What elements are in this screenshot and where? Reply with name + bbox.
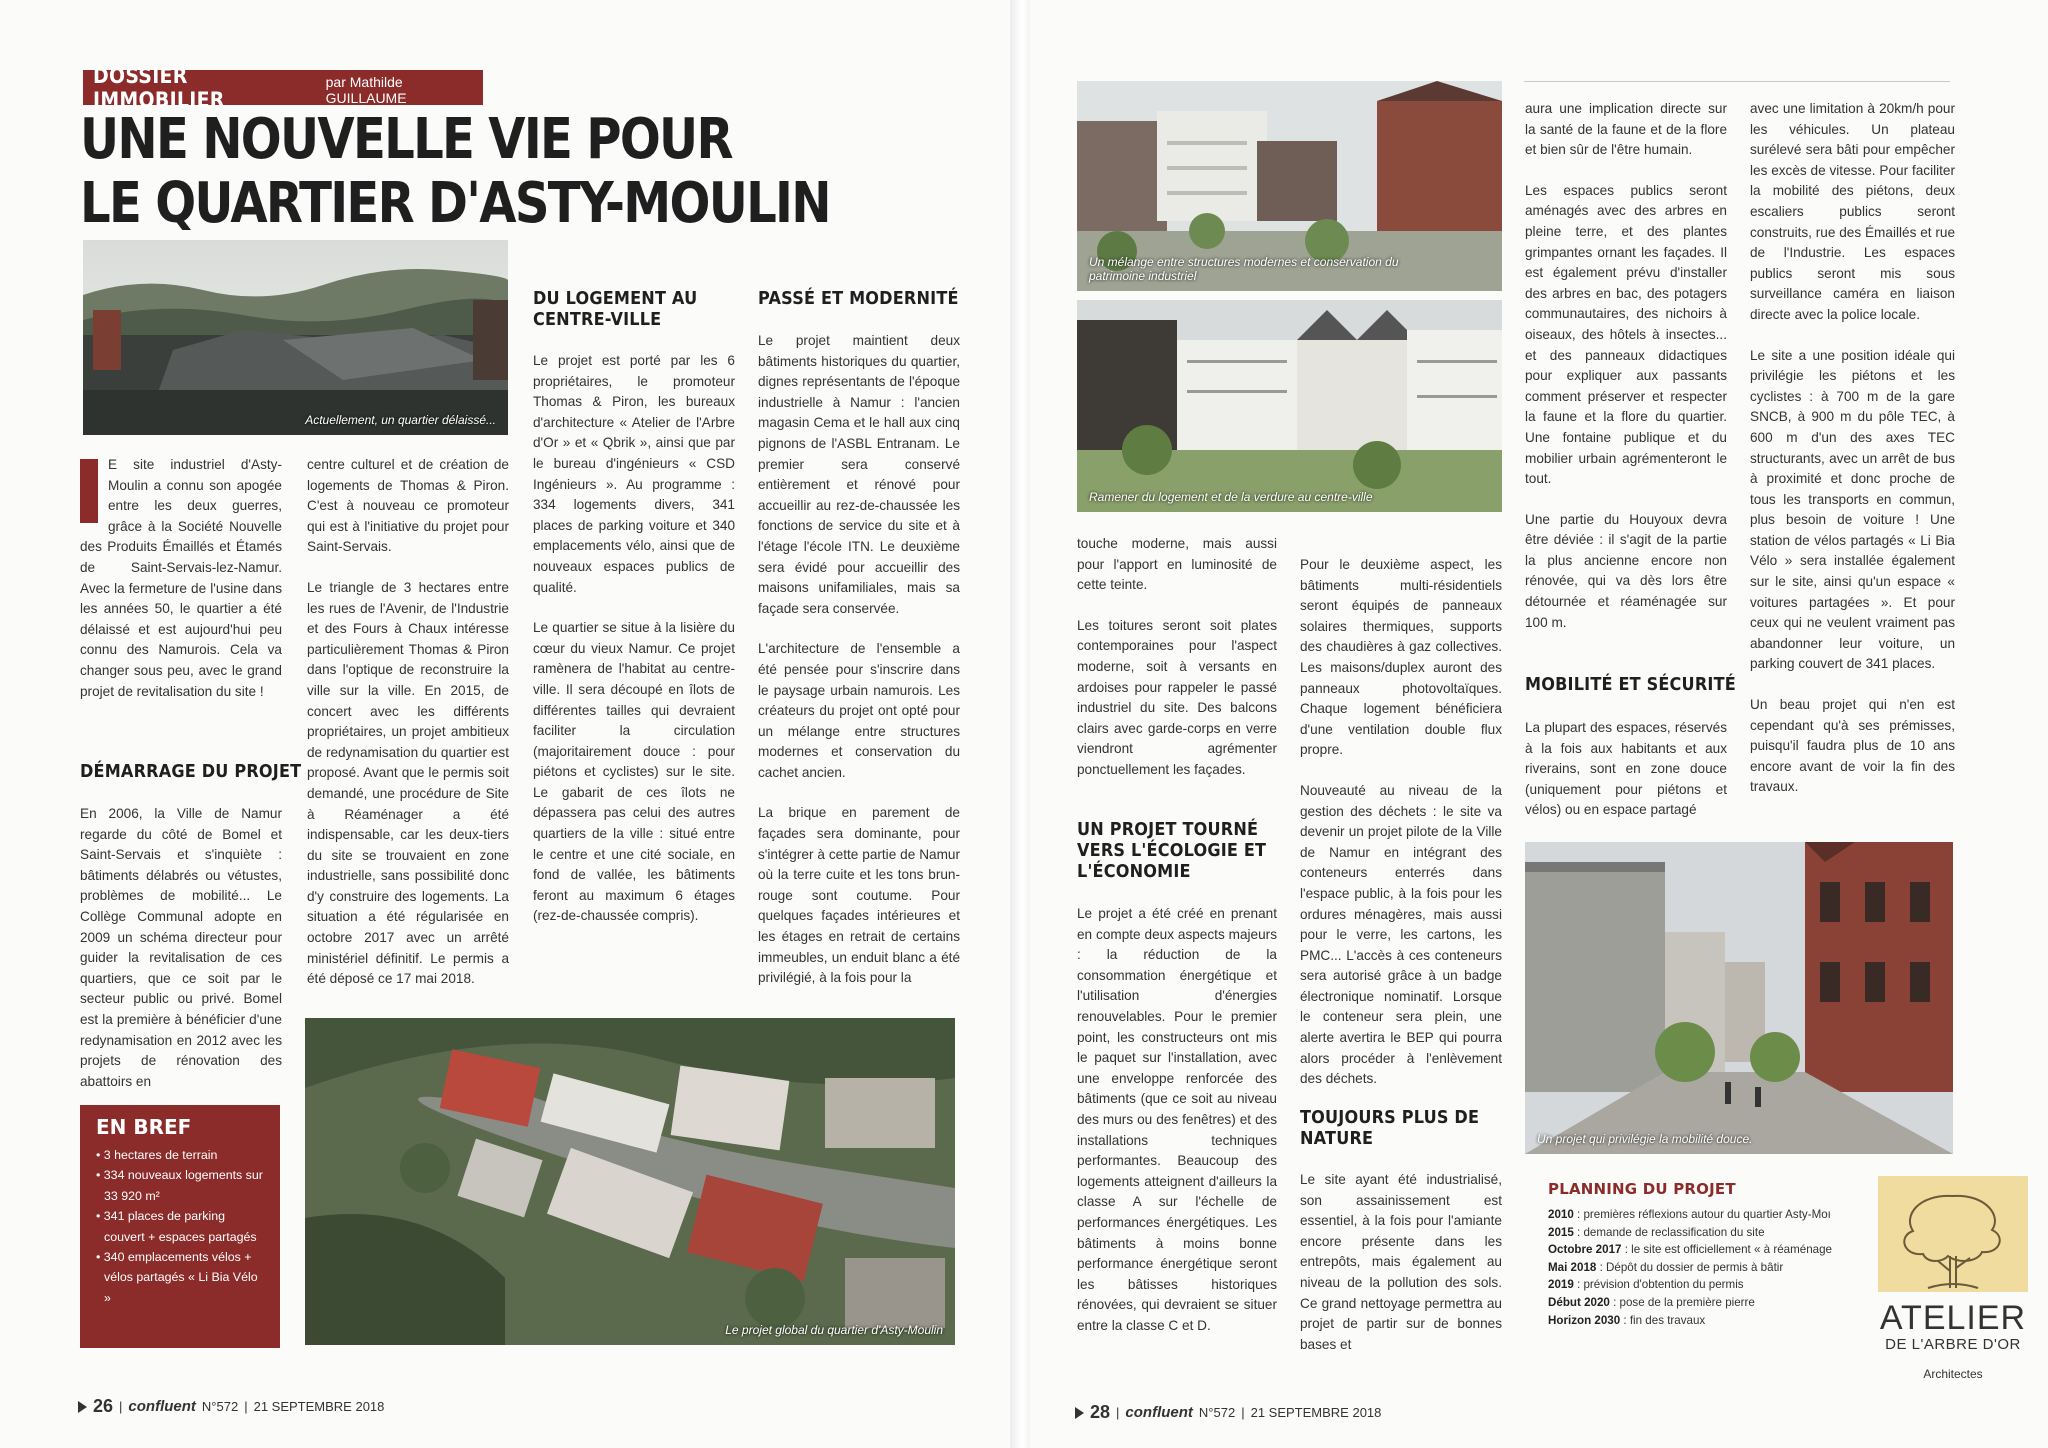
green-courtyard-image [1077, 300, 1502, 512]
atelier-line-2: DE L'ARBRE D'OR [1885, 1336, 2021, 1353]
paragraph: aura une implication directe sur la santé de la faune et de la flore et bien sûr de l'être humain. [1525, 101, 1727, 158]
heading-line: TOUJOURS PLUS DE [1300, 1108, 1480, 1128]
photo-green-courtyard [1077, 300, 1502, 512]
planning-row [1548, 1294, 1873, 1312]
en-bref-box [80, 1105, 280, 1348]
en-bref-list [96, 1145, 264, 1308]
headline-line-2: LE QUARTIER D'ASTY-MOULIN [80, 171, 830, 236]
issue-number: N°572 [201, 1399, 239, 1414]
paragraph: Les espaces publics seront aménagés avec des arbres en pleine terre, et des plantes grimpantes ornant les façades. Il est également prévu d'installer des arbres en bac, des potagers communautaires, des nichoirs à oiseaux, des hôtels à insectes... et des panneaux didactiques pour expliquer aux passants comment préserver et respecter la faune et la flore du quartier. Une fontaine publique et du mobilier urbain agrémenteront le tout. [1525, 182, 1727, 487]
planning-year: 2019 [1548, 1278, 1574, 1292]
folio-separator: | [119, 1399, 123, 1414]
photo-caption: Un mélange entre structures modernes et conservation du patrimoine industriel [1089, 255, 1399, 283]
paragraph: Nouveauté au niveau de la gestion des déchets : le site va devenir un projet pilote de la Ville de Namur en intégrant des conteneurs enterrés dans l'espace public, à la fois pour les ordures ménagères, mais aussi pour le verre, les cartons, les PMC... L'accès à ces conteneurs sera autorisé grâce à un badge électronique nominatif. Lorsque le conteneur sera plein, une alerte avertira le BEP qui pourra alors procéder à l'enlèvement des déchets. [1300, 782, 1502, 1087]
paragraph: avec une limitation à 20km/h pour les véhicules. Un plateau surélevé sera bâti pour empêcher les excès de vitesse. Pour faciliter la mobilité des piétons, deux escaliers publics seront construits, rue des Émaillés et rue de l'Industrie. Les espaces publics seront mis sous surveillance caméra en liaison directe avec la police locale. [1750, 101, 1955, 322]
planning-row [1548, 1206, 1873, 1224]
photo-aerial-project [305, 1018, 955, 1345]
heading-mobilite: MOBILITÉ ET SÉCURITÉ [1525, 675, 1736, 695]
triangle-icon [78, 1401, 87, 1413]
planning-row [1548, 1224, 1873, 1242]
intro-paragraph: E site industriel d'Asty-Moulin a connu son apogée entre les deux guerres, grâce à la Société Nouvelle des Produits Émaillés et Étamés de Saint-Servais-lez-Namur. Avec la fermeture de l'usine dans les années 50, le quartier a été délaissé et est aujourd'hui peu connu des Namurois. Cela va changer sous peu, avec le grand projet de revitalisation du site ! [80, 457, 282, 699]
planning-text: : pose de la première pierre [1609, 1295, 1755, 1309]
paragraph: L'architecture de l'ensemble a été pensée pour s'inscrire dans le paysage urbain namurois. Les créateurs du projet ont opté pour un mélange entre structures modernes et conservation du cachet ancien. [758, 641, 960, 780]
heading-line: DU LOGEMENT AU [533, 289, 698, 309]
article-column-3 [533, 351, 735, 947]
folio-separator: | [1241, 1405, 1245, 1420]
planning-row [1548, 1312, 1873, 1330]
planning-text: : premières réflexions autour du quartier Asty-Moı [1573, 1208, 1831, 1221]
heading-demarrage: DÉMARRAGE DU PROJET [80, 762, 302, 782]
planning-box [1548, 1180, 1873, 1329]
planning-text: : le site est officiellement « à réaménage [1621, 1243, 1832, 1257]
paragraph: Les toitures seront soit plates contemporaines pour l'aspect moderne, soit à versants en ardoises pour rappeler le passé industriel du site. Des balcons clairs avec garde-corps en verre viendront agrémenter ponctuellement les façades. [1077, 617, 1277, 777]
heading-line: L'ÉCONOMIE [1077, 862, 1191, 882]
page-gutter [1010, 0, 1030, 1448]
right-column-1 [1077, 534, 1277, 801]
drop-cap [80, 459, 98, 523]
tree-icon [1878, 1176, 2028, 1292]
photo-caption: Un projet qui privilégie la mobilité douce. [1537, 1132, 1753, 1146]
heading-passe: PASSÉ ET MODERNITÉ [758, 289, 959, 309]
paragraph: Le projet est porté par les 6 propriétaires, le promoteur Thomas & Piron, les bureaux d'architecture « Atelier de l'Arbre d'Or » et « Qbrik », ainsi que par le bureau d'ingénieurs « CSD Ingénieurs ». Au programme : 334 logements divers, 341 places de parking voiture et 340 emplacements vélo, ainsi que de nouveaux espaces publics de qualité. [533, 353, 735, 595]
left-folio [78, 1396, 384, 1417]
paragraph: centre culturel et de création de logements de Thomas & Piron. C'est à nouveau ce promoteur qui est à l'initiative du projet pour Saint-Servais. [307, 457, 509, 555]
street-image [1525, 842, 1953, 1154]
list-item: • 340 emplacements vélos + vélos partagés « Li Bia Vélo » [96, 1247, 264, 1308]
aerial-image [305, 1018, 955, 1345]
paragraph: Une partie du Houyoux devra être déviée : il s'agit de la partie la plus ancienne encore non rénovée, qui va dès lors être détournée et réaménagée sur 100 m. [1525, 511, 1727, 630]
photo-courtyard [1077, 81, 1502, 291]
planning-text: : fin des travaux [1620, 1313, 1706, 1327]
right-folio [1075, 1402, 1381, 1423]
paragraph: Le projet maintient deux bâtiments historiques du quartier, dignes représentants de l'époque industrielle à Namur : l'ancien magasin Cema et le hall aux cinq pignons de l'ASBL Entranam. Le premier sera conservé entièrement et rénové pour accueillir au rez-de-chaussée les fonctions de service du site et à l'étage l'école ITN. Le deuxième sera évidé pour accueillir des maisons unifamiliales, mais sa façade sera conservée. [758, 333, 960, 616]
atelier-line-1: ATELIER [1879, 1299, 2027, 1337]
list-item: • 334 nouveaux logements sur 33 920 m² [96, 1165, 264, 1206]
section-kicker [83, 63, 483, 112]
planning-text: : prévision d'obtention du permis [1573, 1278, 1744, 1292]
heading-line: VERS L'ÉCOLOGIE ET [1077, 841, 1267, 861]
folio-separator: | [1116, 1405, 1120, 1420]
photo-panorama [83, 240, 508, 435]
article-column-1b [80, 804, 282, 1112]
photo-caption: Le projet global du quartier d'Asty-Moulin [725, 1323, 943, 1337]
triangle-icon [1075, 1407, 1084, 1419]
planning-year: Octobre 2017 [1548, 1243, 1622, 1257]
magazine-logo: confluent [1125, 1404, 1193, 1421]
heading-line: NATURE [1300, 1129, 1374, 1149]
page-number: 26 [93, 1396, 114, 1416]
paragraph: touche moderne, mais aussi pour l'apport en luminosité de cette teinte. [1077, 536, 1277, 593]
right-column-3b [1525, 718, 1727, 841]
paragraph: La brique en parement de façades sera dominante, pour s'intégrer à cette partie de Namur où la terre cuite et les tons brun-rouge sont coutume. Pour quelques façades intérieures et les étages en retrait de certains immeubles, un enduit blanc a été privilégié, à la fois pour la [758, 805, 960, 986]
issue-number: N°572 [1198, 1405, 1236, 1420]
photo-caption: Ramener du logement et de la verdure au centre-ville [1089, 490, 1373, 504]
article-headline [80, 108, 854, 236]
heading-logement [533, 289, 697, 331]
paragraph: Le site a une position idéale qui privilégie les piétons et les cyclistes : à 700 m de la gare SNCB, à 900 m du pôle TEC, à 600 m d'un des axes TEC structurants, avec un arrêt de bus à proximité et donc proche de tous les transports en commun, plus besoin de voiture ! Une station de vélos partagés « Li Bia Vélo » sera installée également sur le site, ainsi qu'un espace « voitures partagées ». Et pour ceux qui ne veulent vraiment pas abandonner leur voiture, un parking couvert de 341 places. [1750, 347, 1955, 672]
folio-separator: | [244, 1399, 248, 1414]
paragraph: Le site ayant été industrialisé, son assainissement est essentiel, à la fois pour l'amiante encore présente dans les entrepôts, mais également au niveau de la pollution des sols. Ce grand nettoyage permettra au projet de partir sur de bonnes bases et [1300, 1172, 1502, 1352]
right-column-1b [1077, 904, 1277, 1356]
right-column-4 [1750, 99, 1955, 818]
right-column-2 [1300, 555, 1502, 1110]
paragraph: Un beau projet qui n'en est cependant qu'à ses prémisses, puisqu'il faudra plus de 10 ans encore avant de voir la fin des travaux. [1750, 697, 1955, 795]
paragraph: Le triangle de 3 hectares entre les rues de l'Avenir, de l'Industrie et des Fours à Chaux intéresse particulièrement Thomas & Piron dans l'optique de reconstruire la ville sur la ville. En 2015, de concert avec les différents propriétaires, un projet ambitieux de redynamisation du quartier est proposé. Avant que le permis soit demandé, une procédure de Site à Réaménager a été indispensable, car les deux-tiers du site se trouvaient en zone industrielle, sans possibilité donc d'y construire des logements. La situation a été régularisée en octobre 2017 avec un arrêté ministériel définitif. Le permis a été déposé ce 17 mai 2018. [307, 579, 509, 987]
demarrage-paragraph: En 2006, la Ville de Namur regarde du côté de Bomel et Saint-Servais et s'inquiète : bâtiments délabrés ou vétustes, problèmes de mobilité... Le Collège Communal adopte en 2009 un schéma directeur pour guider la revitalisation de ces quartiers, que ce soit par le secteur public ou privé. Bomel est la première à bénéficier d'une redynamisation en 2012 avec les projets de rénovation des abattoirs en [80, 806, 282, 1089]
list-item: • 341 places de parking couvert + espaces partagés [96, 1206, 264, 1247]
planning-row [1548, 1276, 1873, 1294]
heading-line: CENTRE-VILLE [533, 310, 662, 330]
author-byline: par Mathilde GUILLAUME [325, 74, 407, 106]
atelier-logo [1878, 1176, 2028, 1292]
article-column-4 [758, 331, 960, 1009]
heading-nature [1300, 1108, 1479, 1150]
planning-year: Début 2020 [1548, 1295, 1610, 1309]
magazine-logo: confluent [128, 1398, 196, 1415]
atelier-line-3: Architectes [1923, 1367, 1983, 1381]
planning-text: : Dépôt du dossier de permis à bâtir [1596, 1260, 1784, 1274]
article-column-1 [80, 455, 282, 722]
list-item: • 3 hectares de terrain [96, 1145, 264, 1165]
article-column-2 [307, 455, 509, 1010]
right-column-2b [1300, 1170, 1502, 1375]
planning-row [1548, 1259, 1873, 1277]
paragraph: La plupart des espaces, réservés à la fois aux habitants et aux riverains, sont en zone douce (uniquement pour piétons et vélos) ou en espace partagé [1525, 720, 1727, 818]
planning-text: : demande de reclassification du site [1573, 1225, 1765, 1239]
issue-date: 21 SEPTEMBRE 2018 [253, 1399, 385, 1414]
atelier-wordmark [1860, 1300, 2046, 1381]
headline-line-1: UNE NOUVELLE VIE POUR [80, 107, 732, 172]
heading-line: UN PROJET TOURNÉ [1077, 820, 1259, 840]
heading-ecologie [1077, 820, 1266, 883]
right-column-3 [1525, 99, 1727, 653]
photo-caption: Actuellement, un quartier délaissé... [305, 413, 496, 427]
paragraph: Pour le deuxième aspect, les bâtiments multi-résidentiels seront équipés de panneaux solaires thermiques, supports des chaudières à gaz collectives. Les maisons/duplex auront des panneaux photovoltaïques. Chaque logement bénéficiera d'une ventilation double flux propre. [1300, 557, 1502, 758]
page-number: 28 [1090, 1402, 1111, 1422]
panorama-image [83, 240, 508, 435]
top-rule [1524, 81, 1950, 82]
section-label: DOSSIER IMMOBILIER [93, 63, 225, 112]
planning-title: PLANNING DU PROJET [1548, 1180, 1736, 1198]
issue-date: 21 SEPTEMBRE 2018 [1250, 1405, 1382, 1420]
paragraph: Le projet a été créé en prenant en compte deux aspects majeurs : la réduction de la consommation énergétique et l'utilisation d'énergies renouvelables. Pour le premier point, les constructeurs ont mis le paquet sur l'installation, avec une enveloppe renforcée des bâtiments (que ce soit au niveau des murs ou des fenêtres) et des installations techniques performantes. Beaucoup des logements atteignent d'ailleurs la classe A sur l'échelle de performances énergétiques. Les bâtiments à moins bonne performance énergétique seront les bâtisses historiques rénovées, qui devraient se situer entre la classe C et D. [1077, 906, 1277, 1333]
planning-year: Horizon 2030 [1548, 1313, 1621, 1327]
planning-year: Mai 2018 [1548, 1260, 1597, 1274]
en-bref-title: EN BREF [96, 1115, 192, 1139]
photo-street [1525, 842, 1953, 1154]
planning-row [1548, 1241, 1873, 1259]
paragraph: Le quartier se situe à la lisière du cœur du vieux Namur. Ce projet ramènera de l'habitat au centre-ville. Il sera découpé en îlots de différentes tailles qui devraient faciliter la circulation (majoritairement douce : pour piétons et cyclistes) sur le site. Le gabarit de ces îlots ne dépassera pas celui des autres quartiers de la ville : situé entre le centre et une cité sociale, en fond de vallée, les bâtiments feront au maximum 6 étages (rez-de-chaussée compris). [533, 620, 735, 924]
planning-year: 2010 [1548, 1208, 1574, 1221]
planning-year: 2015 [1548, 1225, 1574, 1239]
